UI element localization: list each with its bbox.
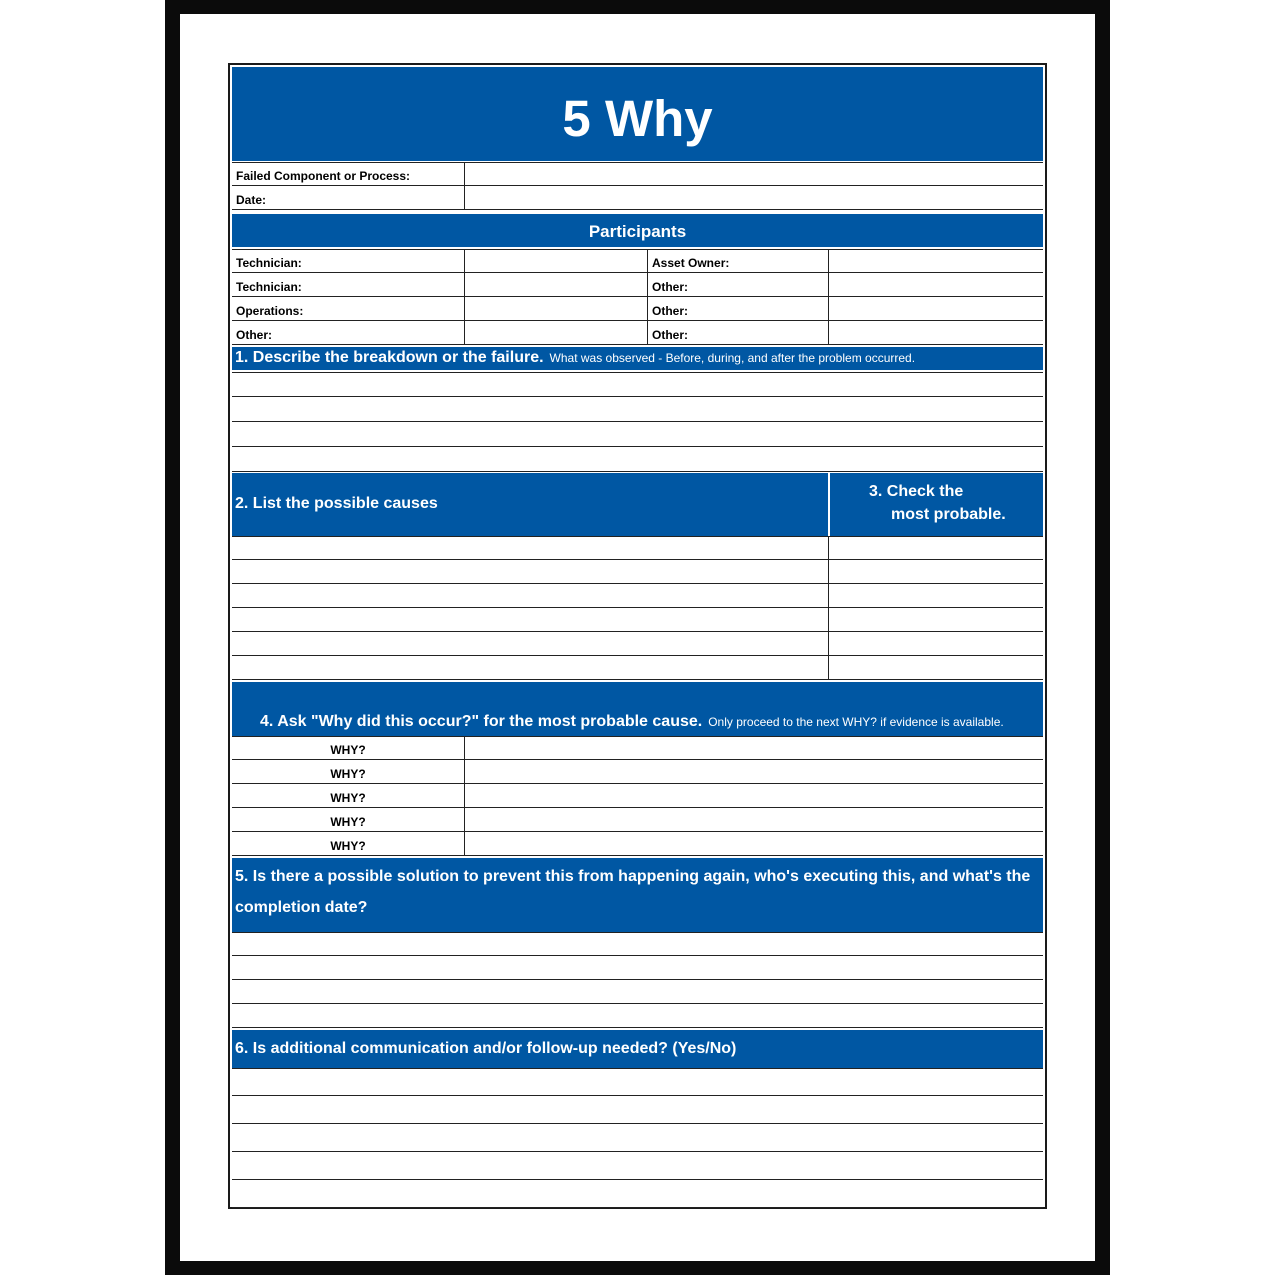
participants-heading [232,214,1043,247]
participant-role-label: Other: [652,304,688,318]
why-label: WHY? [330,767,366,781]
participant-name-field[interactable] [829,250,1043,272]
failed-component-field[interactable] [465,163,1043,185]
section-6-title: 6. Is additional communication and/or follow-up needed? (Yes/No) [235,1040,737,1057]
section-6-heading [232,1030,1043,1068]
possible-cause-row[interactable] [232,656,1043,680]
participant-name-field[interactable] [829,321,1043,344]
participants-title: Participants [588,222,687,241]
section-6-line[interactable] [232,1124,1043,1152]
participant-role-label: Other: [652,328,688,342]
why-answer-field[interactable] [465,784,1043,807]
participant-name-field[interactable] [465,297,647,320]
why-label: WHY? [330,743,366,757]
participant-role-label: Other: [236,328,272,342]
participant-role-label: Technician: [236,280,302,294]
section-5-line[interactable] [232,932,1043,956]
failed-component-label: Failed Component or Process: [236,169,411,183]
section-2-3-heading [232,473,1043,536]
most-probable-check[interactable] [829,608,1043,631]
section-1-heading [232,347,1043,370]
section-5-line2: completion date? [235,899,368,916]
section-5-line[interactable] [232,980,1043,1004]
possible-cause-field[interactable] [232,656,828,679]
section-1-line[interactable] [232,422,1043,447]
section-2-title: 2. List the possible causes [235,495,438,512]
possible-cause-field[interactable] [232,537,828,559]
section-5-line1: 5. Is there a possible solution to prevent this from happening again, who's executing this, and what's the [235,868,1031,885]
title-banner [232,67,1043,161]
possible-cause-row[interactable] [232,608,1043,632]
most-probable-check[interactable] [829,632,1043,655]
failed-component-row [232,162,1043,186]
section-4-title: 4. Ask "Why did this occur?" for the most probable cause. [260,713,703,730]
possible-cause-row[interactable] [232,536,1043,560]
participant-row [232,249,1043,273]
section-3-line2: most probable. [891,506,1006,523]
date-field[interactable] [465,186,1043,209]
why-row [232,760,1043,784]
section-6-line[interactable] [232,1152,1043,1180]
section-5-line[interactable] [232,956,1043,980]
section-1-line[interactable] [232,397,1043,422]
section-6-line[interactable] [232,1096,1043,1124]
participant-name-field[interactable] [465,273,647,296]
possible-cause-row[interactable] [232,632,1043,656]
participant-name-field[interactable] [465,321,647,344]
five-why-form [228,63,1047,1209]
most-probable-check[interactable] [829,584,1043,607]
why-label: WHY? [330,791,366,805]
possible-cause-field[interactable] [232,560,828,583]
participant-row [232,321,1043,345]
most-probable-check[interactable] [829,656,1043,679]
most-probable-check[interactable] [829,560,1043,583]
date-row [232,186,1043,210]
section-3-line1: 3. Check the [869,483,964,500]
section-1-subtitle: What was observed - Before, during, and after the problem occurred. [549,351,916,365]
participant-name-field[interactable] [829,297,1043,320]
section-5-line[interactable] [232,1004,1043,1028]
section-5-heading [232,858,1043,932]
participant-name-field[interactable] [465,250,647,272]
possible-cause-row[interactable] [232,560,1043,584]
section-1-title: 1. Describe the breakdown or the failure. [235,349,544,366]
page-title: 5 Why [562,90,713,147]
why-row [232,784,1043,808]
participant-row [232,273,1043,297]
possible-cause-field[interactable] [232,632,828,655]
why-label: WHY? [330,839,366,853]
section-6-line[interactable] [232,1180,1043,1208]
section-1-line[interactable] [232,447,1043,472]
why-row [232,832,1043,856]
participant-row [232,297,1043,321]
why-answer-field[interactable] [465,808,1043,831]
possible-cause-row[interactable] [232,584,1043,608]
participant-role-label: Other: [652,280,688,294]
section-6-line[interactable] [232,1068,1043,1096]
section-4-heading [232,682,1043,736]
participant-role-label: Asset Owner: [652,256,730,270]
why-label: WHY? [330,815,366,829]
participant-name-field[interactable] [829,273,1043,296]
possible-cause-field[interactable] [232,584,828,607]
why-answer-field[interactable] [465,832,1043,855]
why-answer-field[interactable] [465,737,1043,759]
most-probable-check[interactable] [829,537,1043,559]
participant-role-label: Operations: [236,304,304,318]
section-4-subtitle: Only proceed to the next WHY? if evidence is available. [708,715,1004,729]
date-label: Date: [236,193,267,207]
participant-role-label: Technician: [236,256,302,270]
possible-cause-field[interactable] [232,608,828,631]
why-row [232,736,1043,760]
why-row [232,808,1043,832]
section-1-line[interactable] [232,372,1043,397]
why-answer-field[interactable] [465,760,1043,783]
